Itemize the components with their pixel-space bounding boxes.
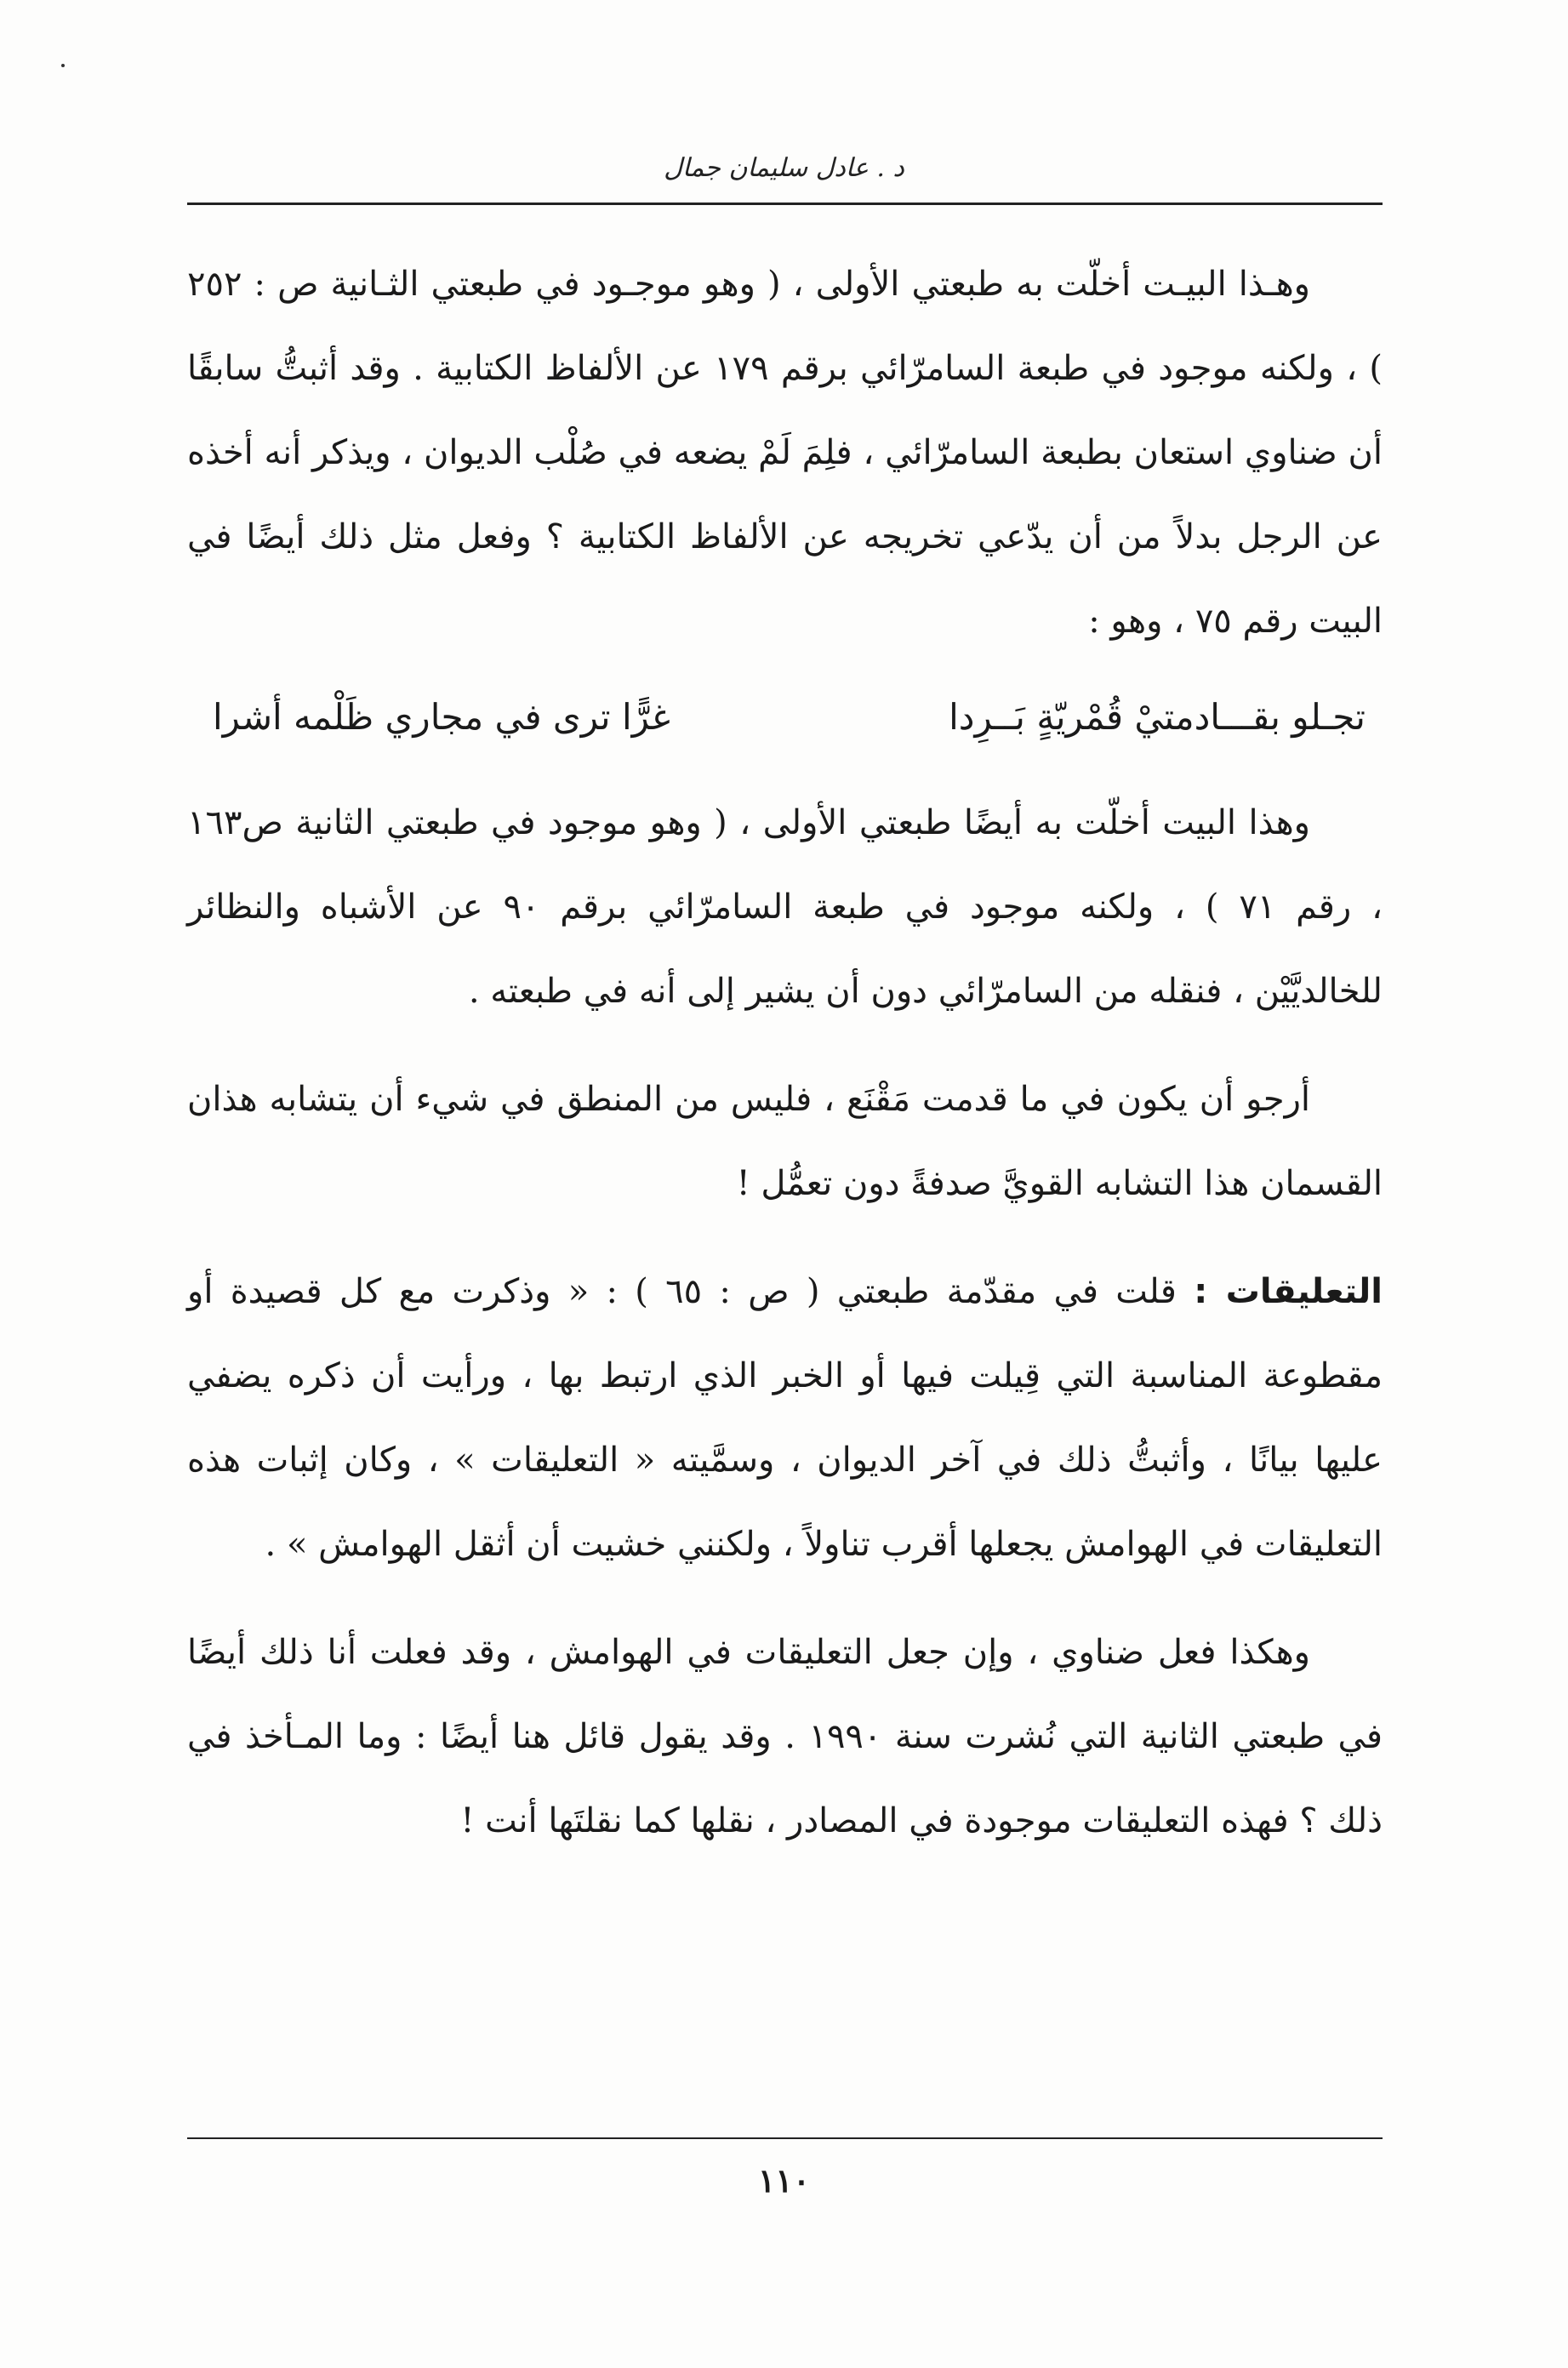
paragraph-1: وهـذا البيـت أخلّت به طبعتي الأولى ، ( وهو موجـود في طبعتي الثـانية ص : ٢٥٢ ) ، ولكنه موجود في طبعة السامرّائي برقم ١٧٩ عن الألفاظ الكتابية . وقد أثبتُّ سابقًا أن ضناوي استعان بطبعة السامرّائي ، فلِمَ لَمْ يضعه في صُلْب الديوان ، ويذكر أنه أخذه عن الرجل بدلاً من أن يدّعي تخريجه عن الألفاظ الكتابية ؟ وفعل مثل ذلك أيضًا في البيت رقم ٧٥ ، وهو :	[187, 265, 1383, 641]
paragraph-4-text: قلت في مقدّمة طبعتي ( ص : ٦٥ ) : « وذكرت مع كل قصيدة أو مقطوعة المناسبة التي قِيلت فيها أو الخبر الذي ارتبط بها ، ورأيت أن ذكره يضفي عليها بيانًا ، وأثبتُّ ذلك في آخر الديوان ، وسمَّيته « التعليقات » ، وكان إثبات هذه التعليقات في الهوامش يجعلها أقرب تناولاً ، ولكنني خشيت أن أثقل الهوامش » .	[187, 1272, 1383, 1564]
page-number: ١١٠	[757, 2161, 811, 2200]
running-head: د . عادل سليمان جمال	[664, 153, 904, 183]
section-heading-taaliqat: التعليقات :	[1194, 1272, 1383, 1311]
verse-line	[187, 670, 1383, 764]
paragraph-4	[187, 1250, 1383, 1587]
paragraph-3: أرجو أن يكون في ما قدمت مَقْنَع ، فليس من المنطق في شيء أن يتشابه هذان القسمان هذا التشابه القويَّ صدفةً دون تعمُّل !	[187, 1080, 1383, 1203]
scan-speck	[61, 64, 65, 67]
footer-rule	[187, 2137, 1383, 2139]
verse-second-hemistich: غرًّا ترى في مجاري ظَلْمه أشرا	[213, 696, 670, 738]
body-text	[187, 243, 1383, 1863]
header-rule	[187, 203, 1383, 205]
paragraph-5: وهكذا فعل ضناوي ، وإن جعل التعليقات في الهوامش ، وقد فعلت أنا ذلك أيضًا في طبعتي الثانية التي نُشرت سنة ١٩٩٠ . وقد يقول قائل هنا أيضًا : وما المـأخذ في ذلك ؟ فهذه التعليقات موجودة في المصادر ، نقلها كما نقلتَها أنت !	[187, 1633, 1383, 1840]
verse-first-hemistich: تجـلو بقـــادمتيْ قُمْريّةٍ بَــرِدا	[949, 696, 1366, 738]
paragraph-2: وهذا البيت أخلّت به أيضًا طبعتي الأولى ، ( وهو موجود في طبعتي الثانية ص١٦٣ ، رقم ٧١ ) ، ولكنه موجود في طبعة السامرّائي برقم ٩٠ عن الأشباه والنظائر للخالديَّيْن ، فنقله من السامرّائي دون أن يشير إلى أنه في طبعته .	[187, 803, 1383, 1011]
